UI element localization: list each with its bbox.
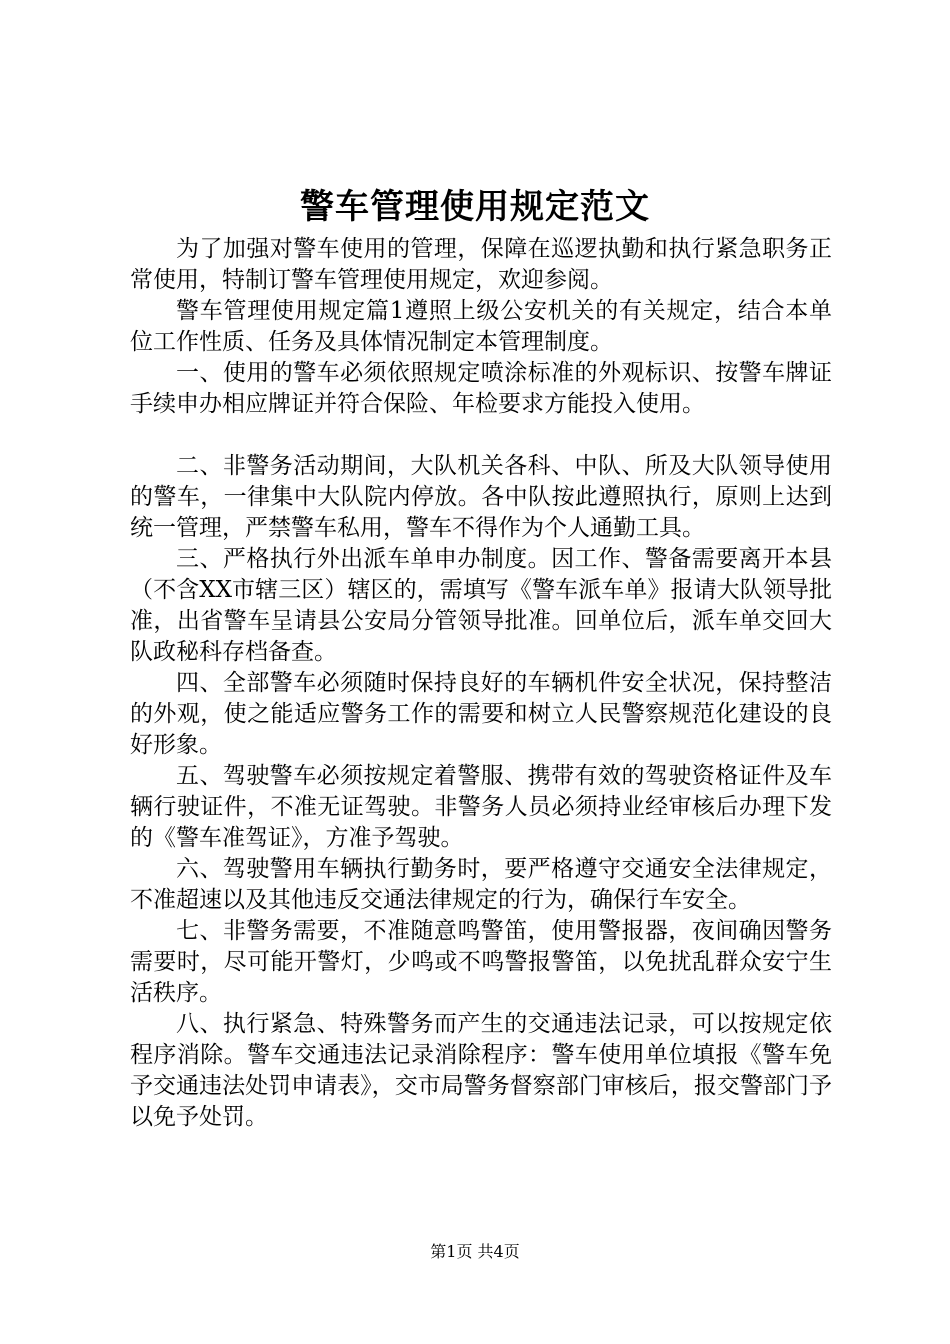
paragraph-rule-5: 五、驾驶警车必须按规定着警服、携带有效的驾驶资格证件及车辆行驶证件，不准无证驾驶。非警务人员必须持业经审核后办理下发的《警车准驾证》，方准予驾驶。 [130, 763, 832, 851]
paragraph-rule-7: 七、非警务需要，不准随意鸣警笛，使用警报器，夜间确因警务需要时，尽可能开警灯，少鸣或不鸣警报警笛，以免扰乱群众安宁生活秩序。 [130, 918, 832, 1006]
paragraph-preamble: 警车管理使用规定篇1遵照上级公安机关的有关规定，结合本单位工作性质、任务及具体情况制定本管理制度。 [130, 298, 832, 355]
page-title: 警车管理使用规定范文 [300, 187, 650, 227]
paragraph-rule-4: 四、全部警车必须随时保持良好的车辆机件安全状况，保持整洁的外观，使之能适应警务工作的需要和树立人民警察规范化建设的良好形象。 [130, 670, 832, 758]
paragraph-rule-8: 八、执行紧急、特殊警务而产生的交通违法记录，可以按规定依程序消除。警车交通违法记录消除程序：警车使用单位填报《警车免予交通违法处罚申请表》，交市局警务督察部门审核后，报交警部门予以免予处罚。 [130, 1011, 832, 1130]
paragraph-intro: 为了加强对警车使用的管理，保障在巡逻执勤和执行紧急职务正常使用，特制订警车管理使用规定，欢迎参阅。 [130, 236, 832, 293]
page-number-footer: 第1页 共4页 [430, 1242, 520, 1261]
paragraph-rule-1: 一、使用的警车必须依照规定喷涂标准的外观标识、按警车牌证手续申办相应牌证并符合保险、年检要求方能投入使用。 [130, 360, 832, 417]
paragraph-rule-3: 三、严格执行外出派车单申办制度。因工作、警备需要离开本县（不含XX市辖三区）辖区的，需填写《警车派车单》报请大队领导批准，出省警车呈请县公安局分管领导批准。回单位后，派车单交回大队政秘科存档备查。 [130, 546, 832, 665]
document-body [130, 234, 832, 1133]
paragraph-rule-6: 六、驾驶警用车辆执行勤务时，要严格遵守交通安全法律规定，不准超速以及其他违反交通法律规定的行为，确保行车安全。 [130, 856, 832, 913]
paragraph-rule-2: 二、非警务活动期间，大队机关各科、中队、所及大队领导使用的警车，一律集中大队院内停放。各中队按此遵照执行，原则上达到统一管理，严禁警车私用，警车不得作为个人通勤工具。 [130, 453, 832, 541]
